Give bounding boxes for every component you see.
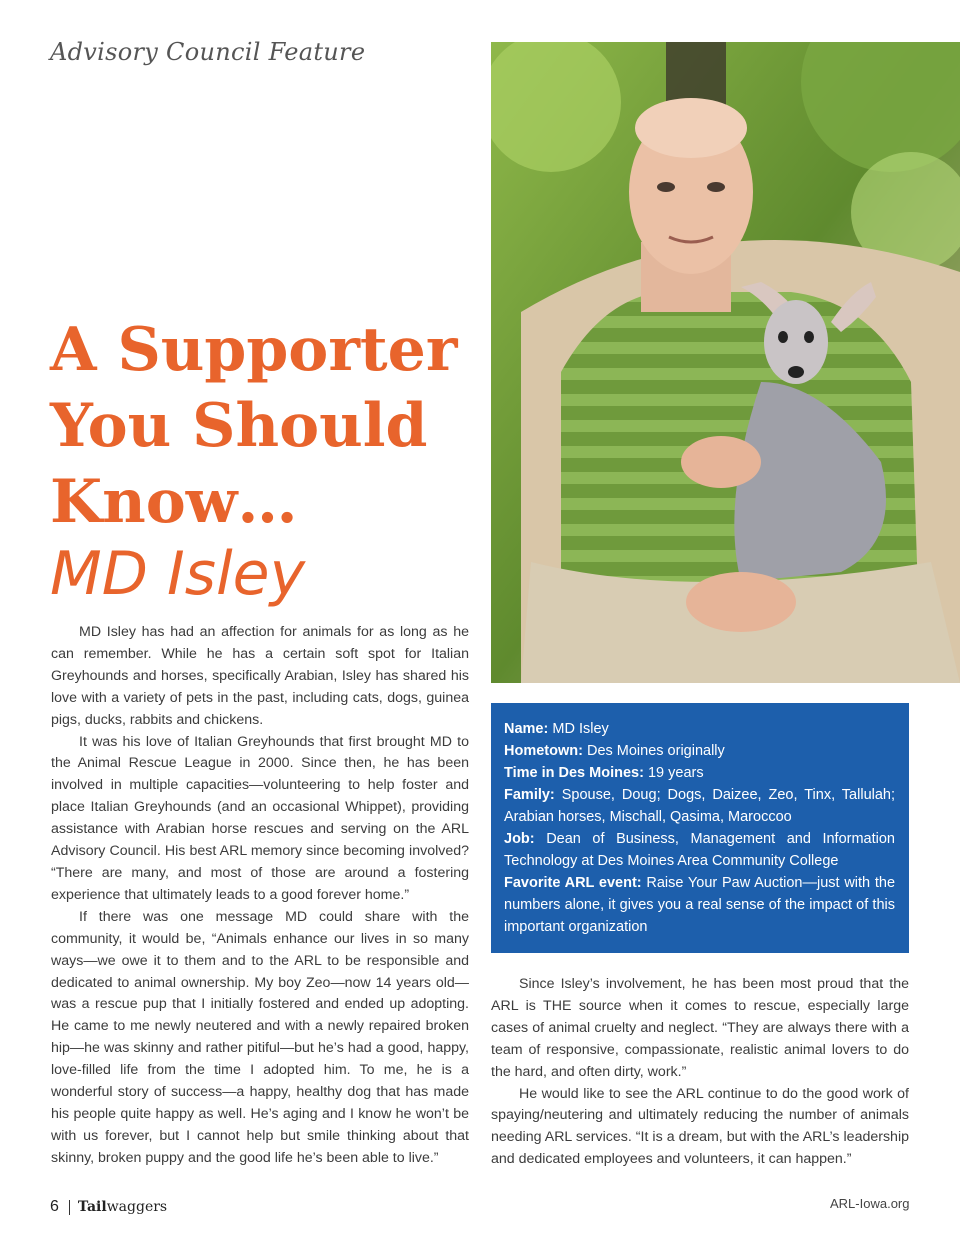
brand-rest: waggers — [106, 1199, 168, 1215]
page-number: 6 — [50, 1198, 59, 1215]
paragraph: MD Isley has had an affection for animals for as long as he can remember. While he has a certain soft spot for Italian Greyhounds and horses, specifically Arabian, Isley has shared his love with a variety of pets in the past, including cats, dogs, guinea pigs, ducks, rabbits and chickens. — [51, 624, 469, 728]
info-row-time — [504, 762, 895, 784]
article-body-left — [51, 622, 469, 1170]
section-label: Advisory Council Feature — [50, 38, 366, 66]
info-label: Hometown: — [504, 743, 583, 759]
info-value: Des Moines originally — [586, 743, 725, 759]
info-row-name — [504, 718, 895, 740]
website-link[interactable]: ARL-Iowa.org — [830, 1196, 910, 1211]
info-value: MD Isley — [552, 721, 609, 737]
headline-line: Know… — [50, 467, 298, 537]
info-label: Name: — [504, 721, 549, 737]
paragraph: It was his love of Italian Greyhounds that first brought MD to the Animal Rescue League in 2000. Since then, he has been involved in multiple capacities—volunteering to help foster and place Italian Greyhounds (and an occasional Whippet), providing assistance with Arabian horse rescues and serving on the ARL Advisory Council. His best ARL memory since becoming involved? “There are many, and most of those are around a fostering experience that ultimately leads to a good forever home.” — [51, 733, 469, 903]
paragraph: Since Isley’s involvement, he has been most proud that the ARL is THE source when it comes to rescue, especially large cases of animal cruelty and neglect. “They are always there with a team of responsive, compassionate, realistic animal lovers to do the hard, and often dirty, work.” — [491, 976, 909, 1080]
article-body-right — [491, 974, 909, 1171]
info-value: Spouse, Doug; Dogs, Daizee, Zeo, Tinx, Tallulah; Arabian horses, Mischall, Qasima, Maroccoo — [504, 787, 896, 825]
info-label: Favorite ARL event: — [504, 875, 642, 891]
subject-name: MD Isley — [50, 539, 306, 609]
profile-info-box — [491, 703, 909, 953]
footer-divider — [69, 1200, 70, 1215]
info-value: 19 years — [647, 765, 704, 781]
info-row-hometown — [504, 740, 895, 762]
headline — [50, 312, 480, 540]
info-label: Family: — [504, 787, 555, 803]
brand-bold: Tail — [77, 1199, 107, 1215]
headline-line: A Supporter — [50, 315, 458, 385]
publication-name — [78, 1199, 167, 1215]
paragraph: If there was one message MD could share with the community, it would be, “Animals enhance our lives in so many ways—we owe it to them and to the ARL to be responsible and dedicated to animal ownership. My boy Zeo—now 14 years old—was a rescue pup that I initially fostered and ended up adopting. He came to me newly neutered and with a newly repaired broken hip—he was skinny and rather pitiful—but he’s had a good, happy, love-filled life from the time I adopted him. To me, he is a wonderful story of success—a happy, healthy dog that has made his people quite happy as well. He’s aging and I know he won’t be with us forever, but I cannot help but smile thinking about that skinny, broken puppy and the good life he’s been able to live.” — [51, 908, 469, 1166]
info-row-event — [504, 872, 895, 938]
paragraph: He would like to see the ARL continue to do the good work of spaying/neutering and ultimately reducing the number of animals needing ARL services. “It is a dream, but with the ARL’s leadership and dedicated employees and volunteers, it can happen.” — [491, 1085, 909, 1168]
portrait-illustration — [491, 42, 960, 683]
footer-left — [50, 1198, 167, 1216]
info-label: Time in Des Moines: — [504, 765, 644, 781]
info-value: Raise Your Paw Auction—just with the numbers alone, it gives you a real sense of the impact of this important organization — [504, 875, 896, 935]
info-row-family — [504, 784, 895, 828]
headline-line: You Should — [50, 391, 428, 461]
info-value: Dean of Business, Management and Information Technology at Des Moines Area Community College — [504, 831, 895, 869]
info-row-job — [504, 828, 895, 872]
portrait-photo — [491, 42, 960, 683]
info-label: Job: — [504, 831, 535, 847]
